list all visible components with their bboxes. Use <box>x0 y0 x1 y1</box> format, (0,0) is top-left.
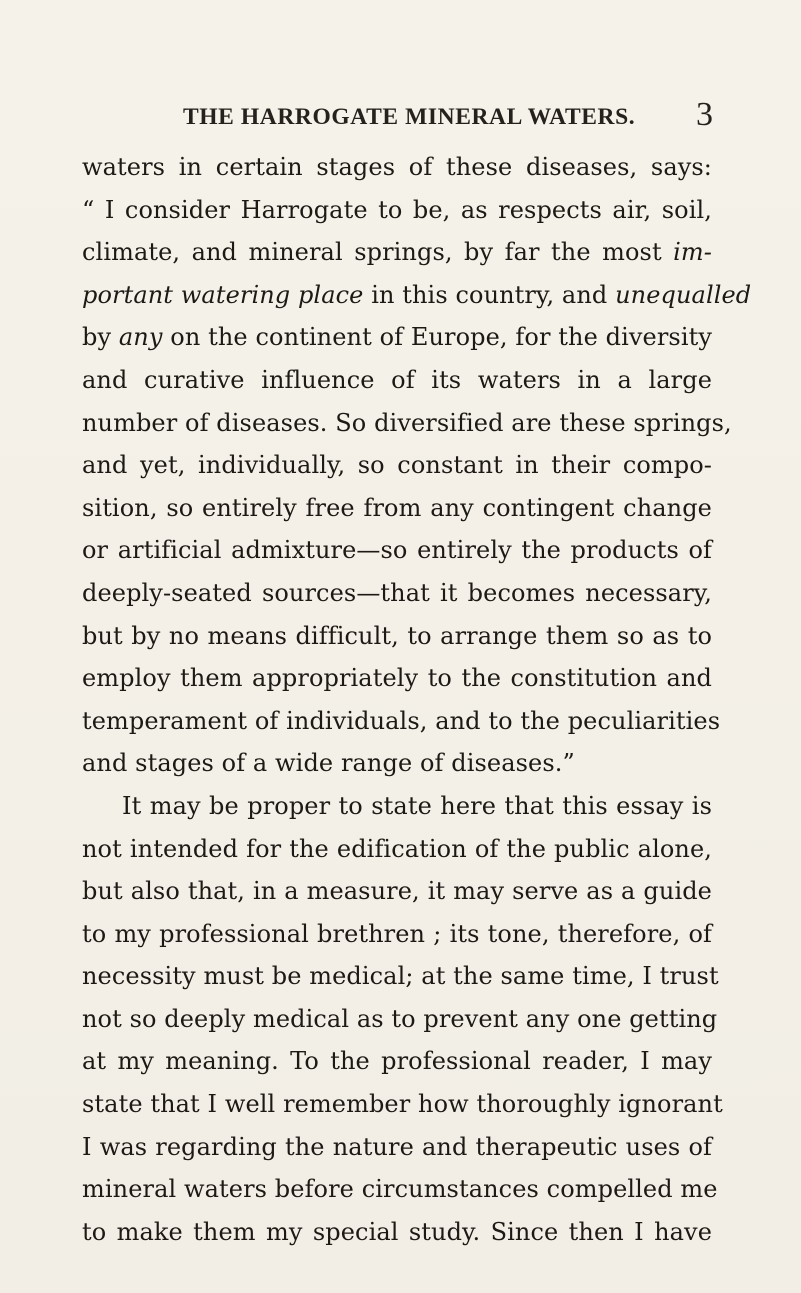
line-text: to make them my special study. Since then I have <box>82 1217 712 1246</box>
text-line <box>82 742 712 785</box>
text-line <box>82 146 712 189</box>
line-text: and stages of a wide range of diseases.” <box>82 749 575 778</box>
text-line <box>82 231 712 274</box>
line-text: on the continent of Europe, for the diversity <box>162 323 712 352</box>
line-text: not so deeply medical as to prevent any one getting <box>82 1004 718 1033</box>
line-text: and curative influence of its waters in a large <box>82 365 712 394</box>
line-text: sition, so entirely free from any contingent change <box>82 493 712 522</box>
text-line <box>82 316 712 359</box>
text-line <box>82 274 752 317</box>
line-text: state that I well remember how thoroughly ignorant <box>82 1090 723 1119</box>
line-text: not intended for the edification of the public alone, <box>82 834 712 863</box>
line-text: at my meaning. To the professional reader, I may <box>82 1047 712 1076</box>
line-text: I was regarding the nature and therapeutic uses of <box>82 1132 712 1161</box>
italic-text: im- <box>673 238 712 267</box>
line-text: It may be proper to state here that this essay is <box>122 791 712 820</box>
text-line <box>82 955 719 998</box>
text-line <box>82 444 712 487</box>
paragraph <box>82 785 723 1254</box>
italic-text: portant watering place <box>82 280 364 309</box>
text-line <box>82 700 721 743</box>
paragraph <box>82 146 752 785</box>
text-line <box>82 487 712 530</box>
text-line <box>82 359 712 402</box>
text-line <box>82 1126 712 1169</box>
text-line <box>82 529 712 572</box>
line-text: climate, and mineral springs, by far the most <box>82 238 674 267</box>
text-line <box>82 615 712 658</box>
text-line <box>82 1211 712 1254</box>
body-text <box>82 146 752 1253</box>
text-line <box>82 572 712 615</box>
line-text: in this country, and <box>363 280 616 309</box>
italic-text: any <box>118 323 163 352</box>
line-text: number of diseases. So diversified are these springs, <box>82 408 732 437</box>
text-line <box>82 189 712 232</box>
line-text: “ I consider Harrogate to be, as respects air, soil, <box>82 195 712 224</box>
line-text: deeply-seated sources—that it becomes necessary, <box>82 578 712 607</box>
text-line <box>82 402 732 445</box>
text-line <box>82 913 712 956</box>
line-text: waters in certain stages of these diseases, says: <box>82 153 712 181</box>
line-text: by <box>82 323 119 352</box>
text-line <box>82 1083 723 1126</box>
line-text: employ them appropriately to the constitution and <box>82 664 712 693</box>
italic-text: unequalled <box>615 280 752 309</box>
running-head <box>0 96 801 134</box>
text-line <box>82 998 718 1041</box>
line-text: and yet, individually, so constant in their compo- <box>82 451 712 480</box>
line-text: or artificial admixture—so entirely the products of <box>82 536 712 565</box>
text-line <box>82 1040 712 1083</box>
text-line <box>82 657 712 700</box>
text-line <box>82 870 712 913</box>
text-line <box>82 828 712 871</box>
line-text: necessity must be medical; at the same time, I trust <box>82 962 719 991</box>
line-text: but also that, in a measure, it may serve as a guide <box>82 877 712 906</box>
text-line <box>82 785 712 828</box>
text-line <box>82 1168 718 1211</box>
line-text: mineral waters before circumstances compelled me <box>82 1175 718 1204</box>
line-text: but by no means difficult, to arrange them so as to <box>82 621 712 650</box>
line-text: to my professional brethren ; its tone, therefore, of <box>82 919 712 948</box>
line-text: temperament of individuals, and to the peculiarities <box>82 706 721 735</box>
running-title: THE HARROGATE MINERAL WATERS. <box>183 104 636 130</box>
page-number: 3 <box>696 96 713 133</box>
